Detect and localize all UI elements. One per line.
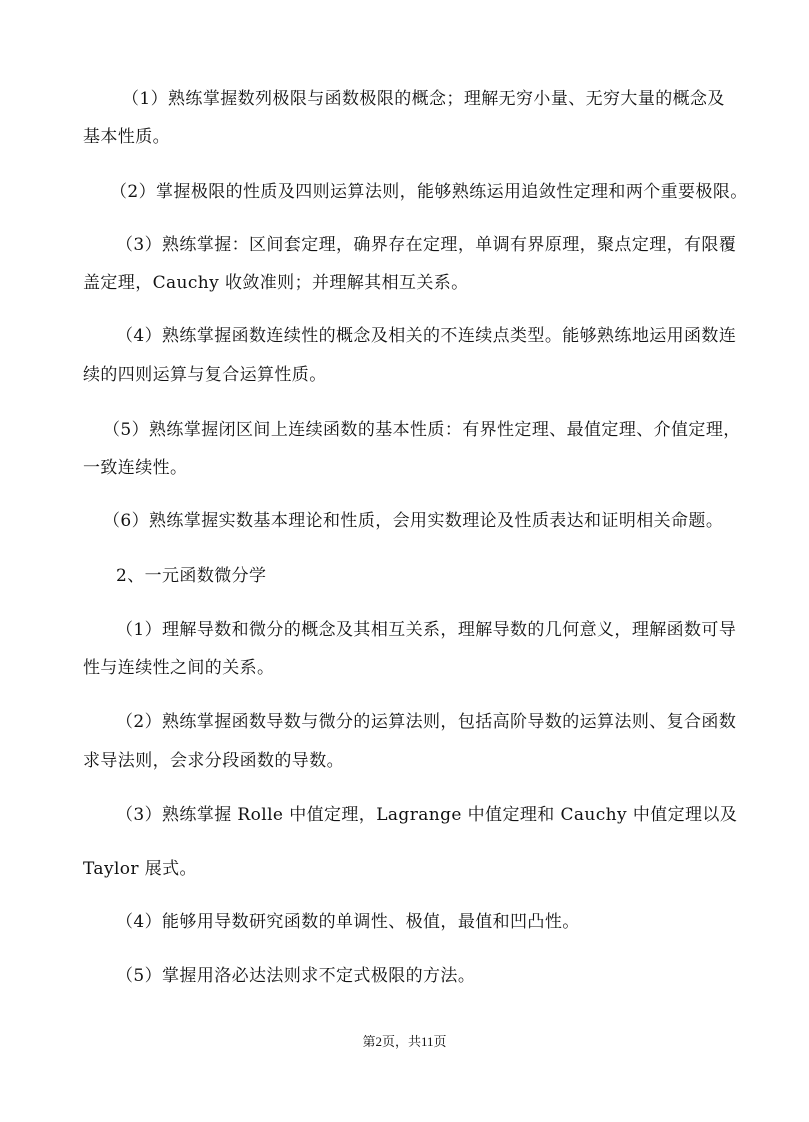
section-heading: 2、一元函数微分学: [116, 566, 267, 586]
text-line-15: （3）熟练掌握 Rolle 中值定理，Lagrange 中值定理和 Cauchy 中值定理以及: [116, 805, 738, 825]
text-line-7: 续的四则运算与复合运算性质。: [83, 365, 327, 385]
text-line-9: 一致连续性。: [83, 458, 188, 478]
text-line-5: 盖定理，Cauchy 收敛准则；并理解其相互关系。: [83, 273, 469, 293]
text-line-8: （5）熟练掌握闭区间上连续函数的基本性质：有界性定理、最值定理、介值定理，: [103, 420, 741, 440]
text-line-12: 性与连续性之间的关系。: [83, 658, 275, 678]
text-line-1: （1）熟练掌握数列极限与函数极限的概念；理解无穷小量、无穷大量的概念及: [122, 89, 725, 109]
text-line-6: （4）熟练掌握函数连续性的概念及相关的不连续点类型。能够熟练地运用函数连: [116, 326, 737, 346]
text-line-13: （2）熟练掌握函数导数与微分的运算法则，包括高阶导数的运算法则、复合函数: [116, 712, 737, 732]
text-line-10: （6）熟练掌握实数基本理论和性质，会用实数理论及性质表达和证明相关命题。: [103, 511, 724, 531]
text-line-14: 求导法则，会求分段函数的导数。: [83, 751, 344, 771]
text-line-16: Taylor 展式。: [83, 859, 197, 879]
text-line-2: 基本性质。: [83, 127, 170, 147]
text-line-18: （5）掌握用洛必达法则求不定式极限的方法。: [116, 966, 476, 986]
text-line-17: （4）能够用导数研究函数的单调性、极值，最值和凹凸性。: [116, 912, 580, 932]
text-line-11: （1）理解导数和微分的概念及其相互关系，理解导数的几何意义，理解函数可导: [116, 620, 737, 640]
text-line-3: （2）掌握极限的性质及四则运算法则，能够熟练运用追敛性定理和两个重要极限。: [110, 182, 748, 202]
page-number: 第2页，共11页: [362, 1034, 447, 1049]
text-line-4: （3）熟练掌握：区间套定理，确界存在定理，单调有界原理，聚点定理，有限覆: [116, 235, 737, 255]
